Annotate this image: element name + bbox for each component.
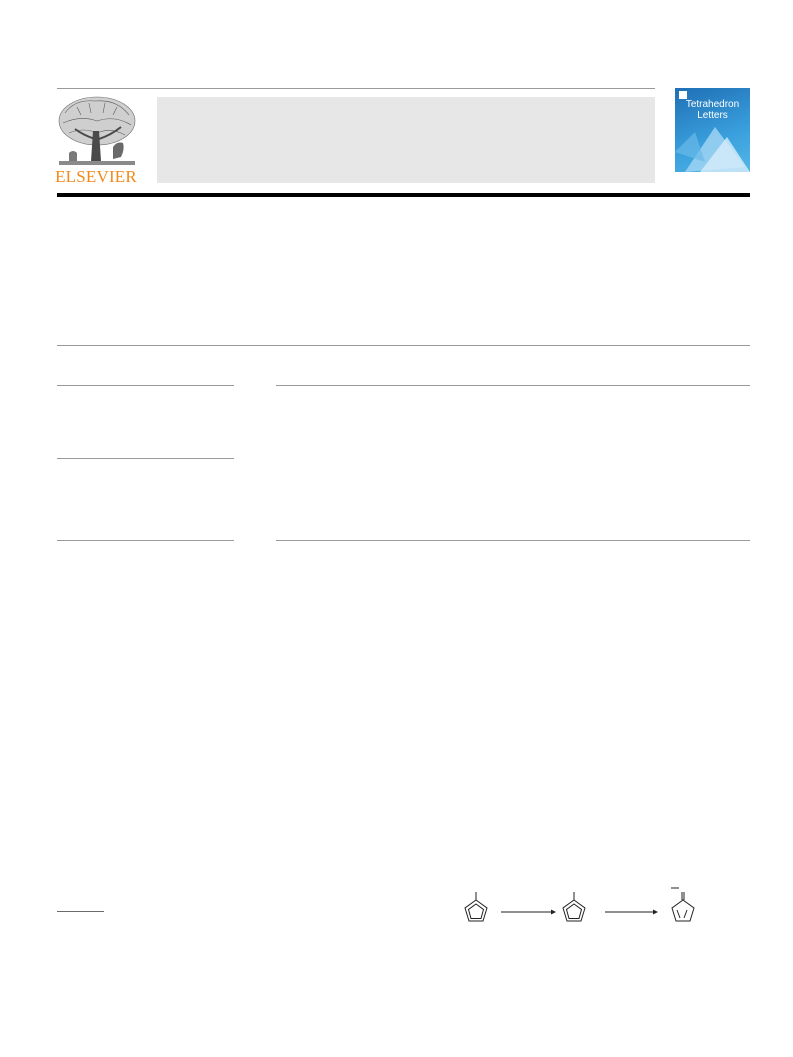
abstract-top-rule	[276, 385, 750, 386]
cover-graphic	[675, 122, 750, 172]
article-info-rule	[57, 385, 234, 386]
header-bottom-rule	[57, 193, 750, 197]
cover-title-line1: Tetrahedron	[685, 99, 740, 110]
journal-header-banner	[157, 97, 655, 183]
keywords-rule	[57, 458, 234, 459]
abstract-bottom-rule	[276, 540, 750, 541]
cover-footer	[675, 172, 750, 184]
elsevier-wordmark: ELSEVIER	[55, 167, 137, 186]
article-info-top-rule	[57, 345, 750, 346]
cover-title-line2: Letters	[697, 110, 728, 121]
cover-title	[675, 99, 750, 121]
header-top-rule	[57, 88, 655, 89]
elsevier-tree-logo	[55, 95, 139, 167]
article-info-bottom-rule	[57, 540, 234, 541]
cover-emblem-icon	[679, 91, 687, 99]
journal-cover-thumbnail	[675, 88, 750, 184]
cyclopentadiene-reaction-scheme-icon	[455, 880, 725, 930]
footnote-rule	[57, 911, 104, 912]
